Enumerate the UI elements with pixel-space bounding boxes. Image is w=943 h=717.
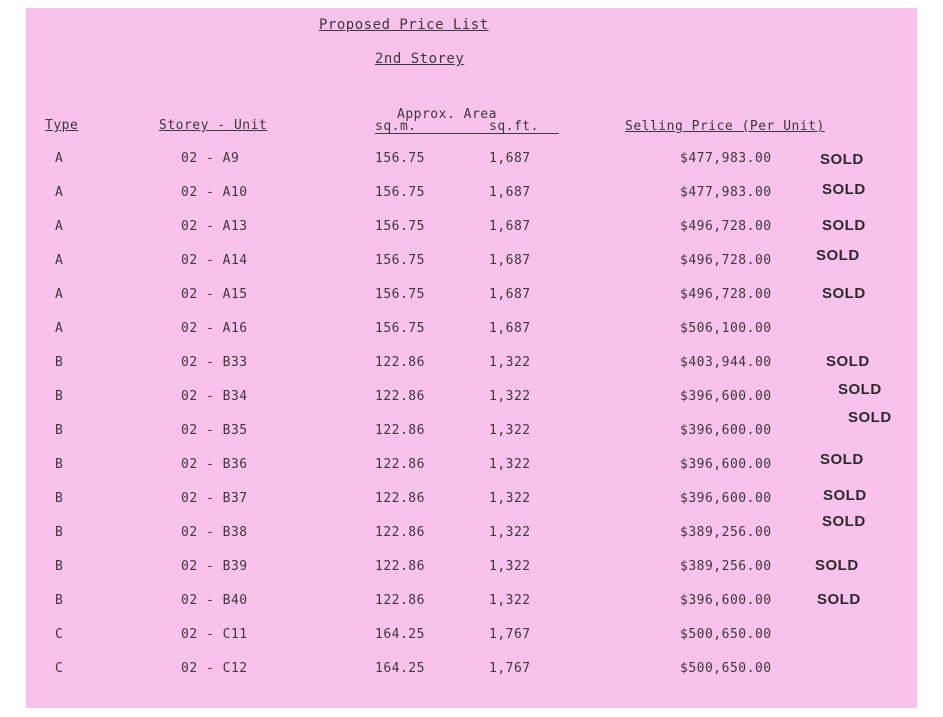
row-storey-unit: 02 - A9 (181, 151, 240, 166)
row-storey-unit: 02 - B35 (181, 423, 248, 438)
row-price: $496,728.00 (680, 219, 772, 234)
row-sqft: 1,687 (489, 287, 531, 302)
row-price: $506,100.00 (680, 321, 772, 336)
header-type: Type (45, 118, 79, 133)
document-subtitle: 2nd Storey (375, 51, 465, 67)
row-type: C (55, 627, 64, 642)
row-storey-unit: 02 - A16 (181, 321, 248, 336)
row-storey-unit: 02 - A10 (181, 185, 248, 200)
row-price: $477,983.00 (680, 151, 772, 166)
row-sqft: 1,322 (489, 355, 531, 370)
sold-stamp: SOLD (820, 151, 864, 168)
header-selling-price: Selling Price (Per Unit) (625, 119, 825, 134)
row-price: $496,728.00 (680, 253, 772, 268)
row-sqm: 122.86 (375, 457, 425, 472)
row-type: B (55, 525, 64, 540)
row-sqm: 122.86 (375, 355, 425, 370)
row-price: $396,600.00 (680, 491, 772, 506)
row-type: A (55, 219, 64, 234)
header-approx-area: Approx. Area (397, 107, 497, 122)
row-sqm: 156.75 (375, 287, 425, 302)
row-sqm: 156.75 (375, 185, 425, 200)
sold-stamp: SOLD (822, 285, 866, 302)
row-storey-unit: 02 - B37 (181, 491, 248, 506)
area-header-underline (375, 133, 559, 134)
sold-stamp: SOLD (815, 557, 859, 574)
row-sqm: 164.25 (375, 661, 425, 676)
row-sqft: 1,322 (489, 491, 531, 506)
document-title: Proposed Price List (319, 17, 489, 33)
sold-stamp: SOLD (820, 451, 864, 468)
row-price: $396,600.00 (680, 593, 772, 608)
row-sqft: 1,322 (489, 593, 531, 608)
row-price: $396,600.00 (680, 423, 772, 438)
table-row (26, 559, 917, 589)
row-type: A (55, 185, 64, 200)
row-sqm: 156.75 (375, 321, 425, 336)
table-row (26, 513, 917, 555)
row-sqft: 1,767 (489, 627, 531, 642)
row-sqft: 1,687 (489, 185, 531, 200)
table-row (26, 247, 917, 283)
sold-stamp: SOLD (816, 247, 860, 264)
row-price: $496,728.00 (680, 287, 772, 302)
row-storey-unit: 02 - B34 (181, 389, 248, 404)
row-price: $500,650.00 (680, 661, 772, 676)
row-type: B (55, 491, 64, 506)
row-sqm: 156.75 (375, 151, 425, 166)
row-type: A (55, 151, 64, 166)
row-type: A (55, 253, 64, 268)
row-storey-unit: 02 - B39 (181, 559, 248, 574)
table-row (26, 321, 917, 351)
row-type: A (55, 321, 64, 336)
table-row (26, 219, 917, 249)
row-sqm: 122.86 (375, 389, 425, 404)
table-row (26, 287, 917, 317)
row-sqm: 122.86 (375, 423, 425, 438)
header-sqm: sq.m. (375, 119, 417, 134)
row-type: B (55, 593, 64, 608)
row-sqm: 156.75 (375, 253, 425, 268)
row-type: C (55, 661, 64, 676)
table-row (26, 181, 917, 215)
row-price: $500,650.00 (680, 627, 772, 642)
row-sqm: 156.75 (375, 219, 425, 234)
table-row (26, 451, 917, 487)
row-storey-unit: 02 - B38 (181, 525, 248, 540)
row-sqft: 1,687 (489, 219, 531, 234)
row-sqm: 122.86 (375, 525, 425, 540)
table-row (26, 381, 917, 419)
price-list-sheet (26, 8, 917, 708)
sold-stamp: SOLD (822, 513, 866, 530)
row-type: B (55, 559, 64, 574)
row-sqft: 1,687 (489, 253, 531, 268)
sold-stamp: SOLD (822, 181, 866, 198)
sold-stamp: SOLD (826, 353, 870, 370)
row-sqft: 1,322 (489, 559, 531, 574)
row-storey-unit: 02 - B36 (181, 457, 248, 472)
sold-stamp: SOLD (823, 487, 867, 504)
row-storey-unit: 02 - B33 (181, 355, 248, 370)
row-sqft: 1,322 (489, 389, 531, 404)
header-storey-unit: Storey - Unit (159, 118, 268, 133)
row-sqft: 1,322 (489, 423, 531, 438)
sold-stamp: SOLD (848, 409, 892, 426)
row-price: $389,256.00 (680, 559, 772, 574)
row-storey-unit: 02 - C12 (181, 661, 248, 676)
row-type: B (55, 355, 64, 370)
row-sqm: 122.86 (375, 593, 425, 608)
row-storey-unit: 02 - C11 (181, 627, 248, 642)
table-row (26, 593, 917, 623)
row-price: $403,944.00 (680, 355, 772, 370)
row-sqft: 1,687 (489, 151, 531, 166)
row-type: B (55, 423, 64, 438)
row-type: B (55, 389, 64, 404)
row-type: B (55, 457, 64, 472)
sold-stamp: SOLD (838, 381, 882, 398)
table-row (26, 355, 917, 385)
table-row (26, 487, 917, 521)
sold-stamp: SOLD (822, 217, 866, 234)
row-price: $396,600.00 (680, 389, 772, 404)
table-row (26, 661, 917, 691)
table-row (26, 409, 917, 453)
row-storey-unit: 02 - A14 (181, 253, 248, 268)
row-price: $477,983.00 (680, 185, 772, 200)
row-sqm: 164.25 (375, 627, 425, 642)
row-price: $389,256.00 (680, 525, 772, 540)
row-storey-unit: 02 - A15 (181, 287, 248, 302)
row-price: $396,600.00 (680, 457, 772, 472)
table-row (26, 151, 917, 181)
row-sqft: 1,767 (489, 661, 531, 676)
row-sqft: 1,322 (489, 457, 531, 472)
row-sqft: 1,687 (489, 321, 531, 336)
row-storey-unit: 02 - B40 (181, 593, 248, 608)
row-sqm: 122.86 (375, 491, 425, 506)
row-sqm: 122.86 (375, 559, 425, 574)
row-storey-unit: 02 - A13 (181, 219, 248, 234)
table-row (26, 627, 917, 657)
sold-stamp: SOLD (817, 591, 861, 608)
row-sqft: 1,322 (489, 525, 531, 540)
row-type: A (55, 287, 64, 302)
header-sqft: sq.ft. (489, 119, 539, 134)
